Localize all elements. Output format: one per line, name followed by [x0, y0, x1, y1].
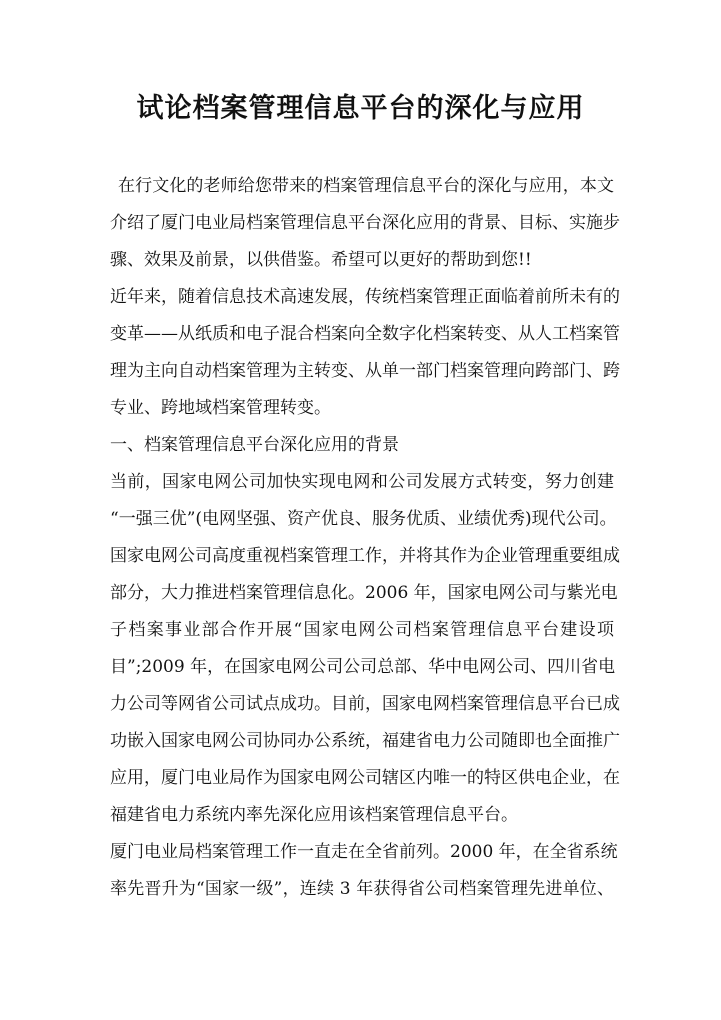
text-line: 介绍了厦门电业局档案管理信息平台深化应用的背景、目标、实施步: [110, 213, 620, 233]
text-line: 应用，厦门电业局作为国家电网公司辖区内唯一的特区供电企业，在: [110, 768, 620, 788]
text-line: 理为主向自动档案管理为主转变、从单一部门档案管理向跨部门、跨: [110, 361, 620, 381]
text-line: 厦门电业局档案管理工作一直走在全省前列。2000 年，在全省系统: [110, 842, 618, 862]
text-line: 在行文化的老师给您带来的档案管理信息平台的深化与应用，本文: [118, 176, 614, 196]
text-line: 福建省电力系统内率先深化应用该档案管理信息平台。: [110, 805, 518, 825]
text-line: 当前，国家电网公司加快实现电网和公司发展方式转变，努力创建: [110, 472, 614, 492]
text-line: 近年来，随着信息技术高速发展，传统档案管理正面临着前所未有的: [110, 287, 620, 307]
text-line: 功嵌入国家电网公司协同办公系统，福建省电力公司随即也全面推广: [110, 731, 620, 751]
text-line: 目”;2009 年，在国家电网公司公司总部、华中电网公司、四川省电: [110, 657, 616, 677]
text-line: 子档案事业部合作开展“国家电网公司档案管理信息平台建设项: [110, 620, 614, 640]
document-title: 试论档案管理信息平台的深化与应用: [136, 93, 585, 124]
text-line: “一强三优”(电网坚强、资产优良、服务优质、业绩优秀)现代公司。: [110, 509, 617, 529]
text-line: 一、档案管理信息平台深化应用的背景: [110, 435, 399, 455]
text-line: 率先晋升为“国家一级”，连续 3 年获得省公司档案管理先进单位、: [110, 879, 614, 899]
text-line: 骤、效果及前景，以供借鉴。希望可以更好的帮助到您!!: [110, 250, 532, 270]
text-line: 专业、跨地域档案管理转变。: [110, 398, 331, 418]
text-line: 变革——从纸质和电子混合档案向全数字化档案转变、从人工档案管: [110, 324, 620, 344]
text-line: 国家电网公司高度重视档案管理工作，并将其作为企业管理重要组成: [110, 546, 620, 566]
document-body: [110, 168, 620, 908]
text-line: 部分，大力推进档案管理信息化。2006 年，国家电网公司与紫光电: [110, 583, 618, 603]
text-line: 力公司等网省公司试点成功。目前，国家电网档案管理信息平台已成: [110, 694, 620, 714]
